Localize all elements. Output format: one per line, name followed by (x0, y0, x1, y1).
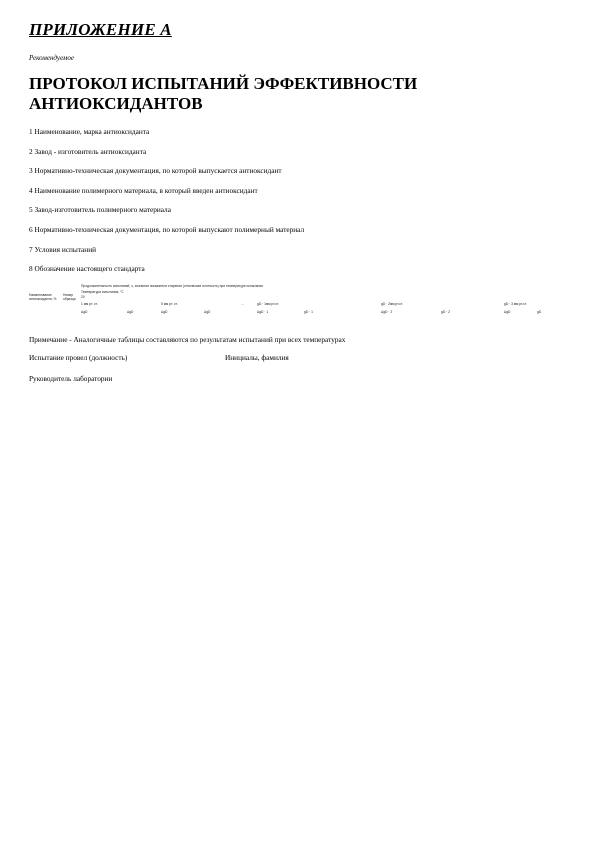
field-item: 5 Завод-изготовитель полимерного материала (29, 205, 171, 215)
tester-name: Инициалы, фамилия (225, 353, 289, 362)
protocol-title-line-2: АНТИОКСИДАНТОВ (29, 94, 203, 113)
table-group-label: gD · 1мм рт.ст. (257, 302, 279, 306)
appendix-status: Рекомендуемое (29, 54, 74, 62)
lab-head-label: Руководитель лаборатории (29, 374, 113, 383)
table-sub-label: ΔgD (127, 310, 134, 314)
protocol-fields (29, 127, 304, 284)
results-table (29, 283, 569, 323)
field-item: 7 Условия испытаний (29, 244, 97, 254)
table-sub-label: gD · 1 (304, 310, 313, 314)
protocol-title-line-1: ПРОТОКОЛ ИСПЫТАНИЙ ЭФФЕКТИВНОСТИ (29, 74, 418, 93)
table-sub-label: ΔgD (81, 310, 88, 314)
tester-label: Испытание провел (должность) (29, 353, 128, 362)
table-sub-label: ΔgD (161, 310, 168, 314)
table-sub-label: ΔgD (204, 310, 211, 314)
table-col-antioxidant: Наименование антиоксиданта, % (29, 293, 57, 301)
table-group-label: gD · 2мм рт.ст. (381, 302, 403, 306)
protocol-title (29, 74, 417, 114)
table-group-label: 5 мм рт. ст. (161, 302, 178, 306)
table-group-label: 1 мм рт. ст. (81, 302, 98, 306)
table-sub-label: gD · 2 (441, 310, 450, 314)
field-item: 3 Нормативно-техническая документация, по которой выпускается антиоксидант (29, 166, 282, 176)
table-header-caption: Продолжительность испытаний, ч, значения показателя старения (оптическая плотность) при температуре испытания (81, 284, 263, 288)
field-item: 8 Обозначение настоящего стандарта (29, 264, 145, 274)
field-item: 4 Наименование полимерного материала, в который введен антиоксидант (29, 185, 258, 195)
table-col-sample: Номер образца (63, 293, 76, 301)
field-item: 1 Наименование, марка антиоксиданта (29, 127, 150, 136)
table-sub-label: ΔgD (504, 310, 511, 314)
table-note: Примечание - Аналогичные таблицы составляются по результатам испытаний при всех температурах (29, 335, 346, 344)
field-item: 6 Нормативно-техническая документация, по которой выпускают полимерный материал (29, 224, 305, 234)
table-sub-label: gD (537, 310, 542, 314)
table-sub-label: ΔgD · 2 (381, 310, 393, 314)
appendix-title: ПРИЛОЖЕНИЕ А (29, 20, 172, 39)
table-group-label: ... (241, 302, 244, 306)
field-item: 2 Завод - изготовитель антиоксиданта (29, 146, 147, 156)
table-row-label: Температура испытания, °C (81, 290, 124, 294)
table-group-label: gD · 3 мм рт.ст. (504, 302, 527, 306)
table-sub-label: ΔgD · 1 (257, 310, 269, 314)
table-row-value: 20 (81, 295, 85, 299)
